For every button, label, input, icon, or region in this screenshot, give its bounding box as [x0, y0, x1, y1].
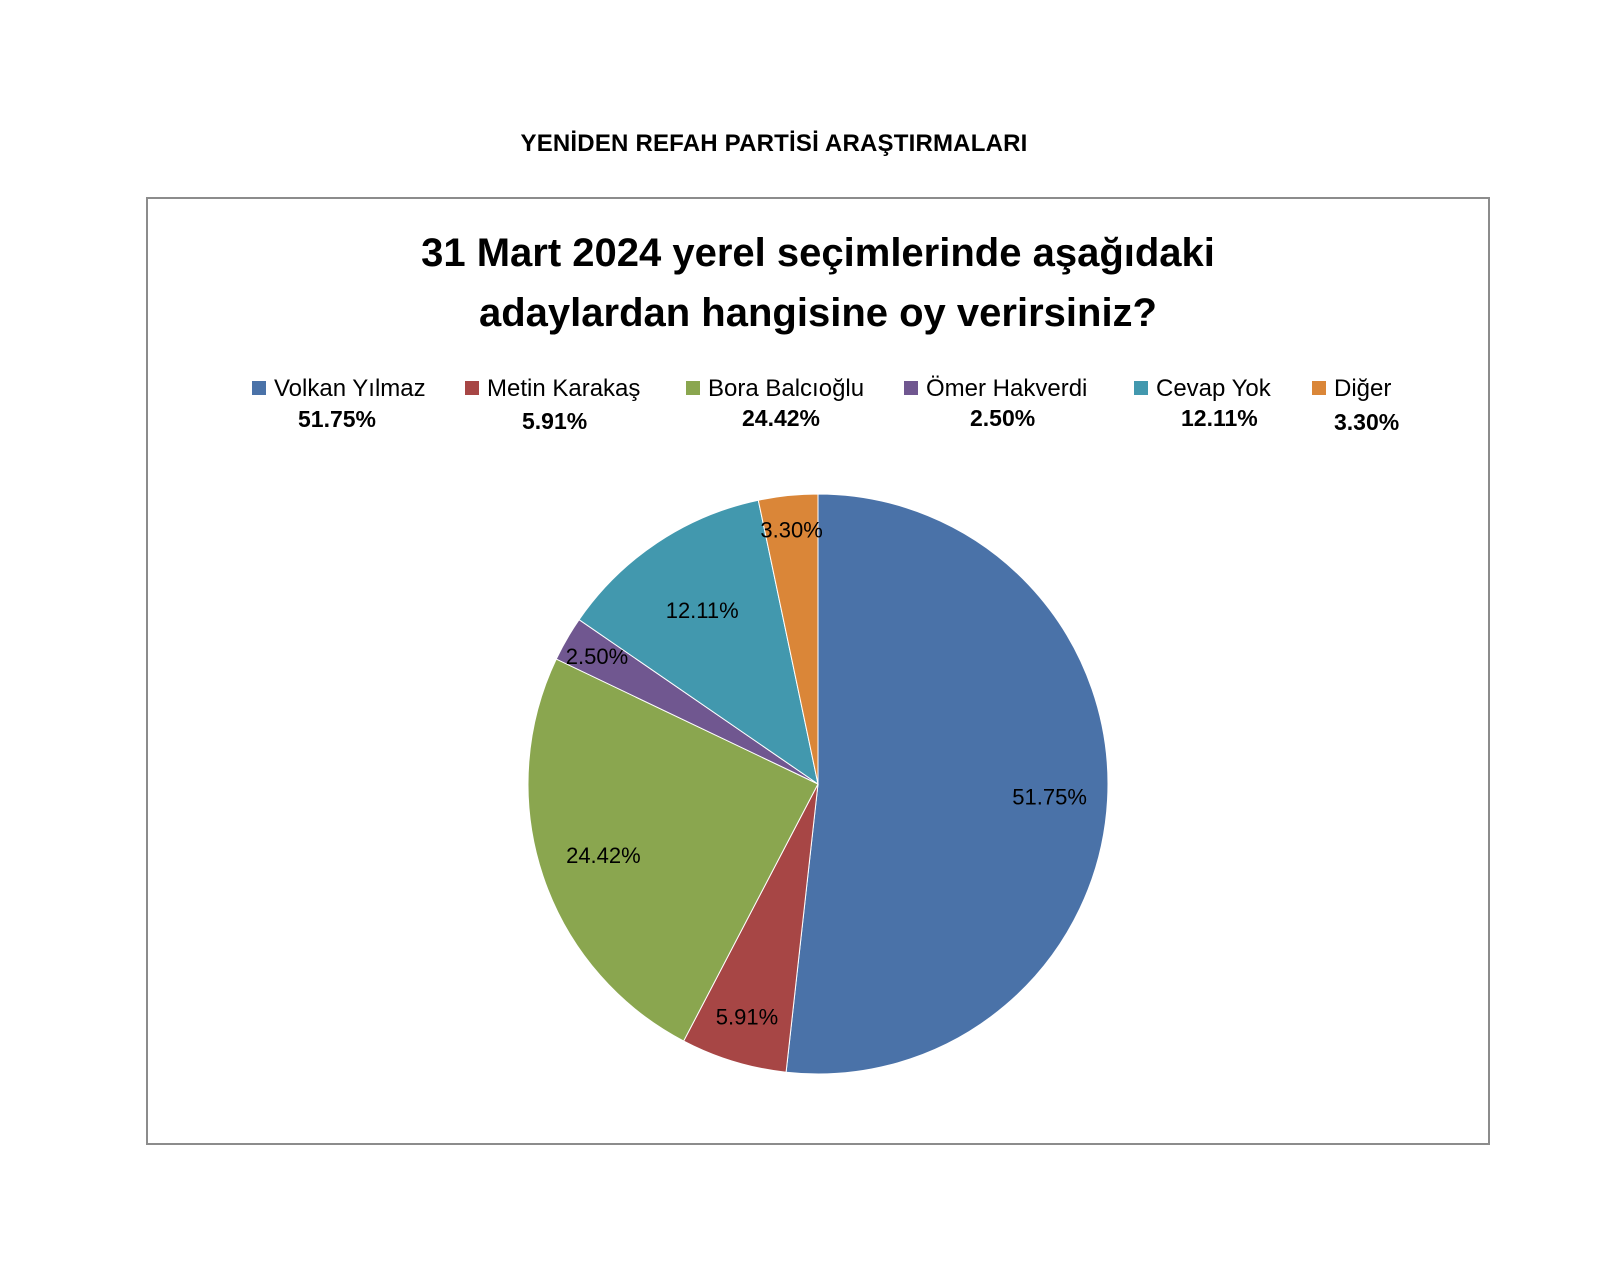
legend-value-cevap-yok: 12.11%	[1181, 405, 1258, 431]
legend-value-diger: 3.30%	[1334, 409, 1400, 435]
legend-value-metin-karakas: 5.91%	[522, 408, 588, 434]
legend-label: Volkan Yılmaz	[274, 375, 426, 402]
pie-slice-label-4: 12.11%	[665, 597, 739, 623]
pie-slice-label-1: 5.91%	[715, 1004, 779, 1030]
pie-slice-label-3: 2.50%	[565, 643, 629, 669]
chart-title-line-1: 31 Mart 2024 yerel seçimlerinde aşağıdaki	[421, 231, 1215, 275]
legend-value-volkan-yilmaz: 51.75%	[298, 406, 377, 432]
chart-title-line-2: adaylardan hangisine oy verirsiniz?	[478, 291, 1157, 335]
page-header-title: YENİDEN REFAH PARTİSİ ARAŞTIRMALARI	[520, 130, 1028, 157]
pie-chart	[148, 199, 1488, 1143]
legend-label: Metin Karakaş	[487, 375, 641, 402]
legend-label: Diğer	[1334, 375, 1392, 402]
pie-slice-label-2: 24.42%	[566, 843, 641, 869]
legend-label: Ömer Hakverdi	[926, 375, 1088, 402]
pie-slice-label-5: 3.30%	[760, 517, 823, 543]
pie-slice-label-0: 51.75%	[1012, 784, 1087, 810]
chart-area	[146, 197, 1490, 1145]
legend-value-omer-hakverdi: 2.50%	[970, 405, 1036, 431]
legend-value-bora-balcioglu: 24.42%	[742, 405, 821, 431]
legend-label: Bora Balcıoğlu	[708, 375, 865, 402]
legend-label: Cevap Yok	[1156, 375, 1271, 402]
